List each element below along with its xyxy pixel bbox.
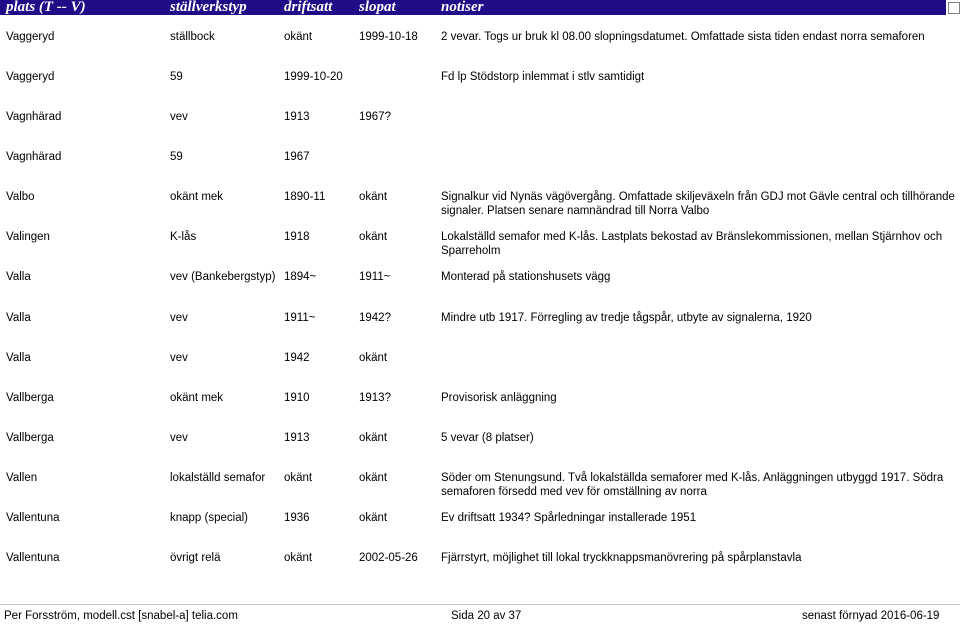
footer-author: Per Forsström, modell.cst [snabel-a] telia.com <box>4 610 238 622</box>
cell-typ: ställbock <box>170 31 215 43</box>
header-corner-box <box>948 2 960 14</box>
cell-typ: vev <box>170 312 188 324</box>
cell-slopat: 2002-05-26 <box>359 552 418 564</box>
header-plats: plats (T -- V) <box>6 0 86 15</box>
cell-driftsatt: okänt <box>284 472 313 484</box>
cell-plats: Valingen <box>6 231 50 243</box>
cell-plats: Valla <box>6 271 31 283</box>
cell-driftsatt: 1967 <box>284 151 310 163</box>
cell-typ: övrigt relä <box>170 552 221 564</box>
cell-notiser: 2 vevar. Togs ur bruk kl 08.00 slopningsdatumet. Omfattade sista tiden endast norra semaforen <box>441 31 925 43</box>
cell-plats: Vaggeryd <box>6 31 55 43</box>
cell-typ: lokalställd semafor <box>170 472 266 484</box>
cell-slopat: okänt <box>359 352 388 364</box>
header-stallverkstyp: ställverkstyp <box>170 0 247 15</box>
cell-slopat: 1999-10-18 <box>359 31 418 43</box>
cell-notiser: Provisorisk anläggning <box>441 392 557 404</box>
cell-notiser: Söder om Stenungsund. Två lokalställda semaforer med K-lås. Anläggningen utbyggd 1917. Södra semaforen försedd med vev för omställning av norra <box>441 472 944 498</box>
cell-notiser: Fd lp Stödstorp inlemmat i stlv samtidigt <box>441 71 645 83</box>
cell-driftsatt: okänt <box>284 552 313 564</box>
cell-notiser: Monterad på stationshusets vägg <box>441 271 611 283</box>
cell-driftsatt: 1936 <box>284 512 310 524</box>
cell-slopat: okänt <box>359 512 388 524</box>
cell-plats: Vallberga <box>6 392 54 404</box>
cell-slopat: 1967? <box>359 111 391 123</box>
cell-driftsatt: okänt <box>284 31 313 43</box>
cell-typ: 59 <box>170 151 183 163</box>
cell-plats: Valbo <box>6 191 35 203</box>
cell-notiser: Mindre utb 1917. Förregling av tredje tågspår, utbyte av signalerna, 1920 <box>441 312 812 324</box>
cell-typ: okänt mek <box>170 191 224 203</box>
footer-page-number: Sida 20 av 37 <box>451 610 522 622</box>
header-slopat: slopat <box>359 0 396 15</box>
cell-slopat: okänt <box>359 231 388 243</box>
cell-plats: Vagnhärad <box>6 151 62 163</box>
header-driftsatt: driftsatt <box>284 0 333 15</box>
cell-driftsatt: 1890-11 <box>284 191 326 203</box>
cell-driftsatt: 1913 <box>284 432 310 444</box>
cell-driftsatt: 1918 <box>284 231 310 243</box>
cell-typ: 59 <box>170 71 183 83</box>
cell-notiser: 5 vevar (8 platser) <box>441 432 534 444</box>
cell-slopat: okänt <box>359 191 388 203</box>
cell-notiser: Fjärrstyrt, möjlighet till lokal tryckknappsmanövrering på spårplanstavla <box>441 552 802 564</box>
cell-typ: vev (Bankebergstyp) <box>170 271 276 283</box>
cell-slopat: okänt <box>359 432 388 444</box>
footer-divider <box>0 604 960 605</box>
footer-updated: senast förnyad 2016-06-19 <box>802 610 940 622</box>
cell-driftsatt: 1894~ <box>284 271 317 283</box>
cell-notiser: Ev driftsatt 1934? Spårledningar installerade 1951 <box>441 512 697 524</box>
cell-plats: Vallentuna <box>6 552 60 564</box>
cell-driftsatt: 1999-10-20 <box>284 71 343 83</box>
cell-typ: knapp (special) <box>170 512 248 524</box>
cell-typ: okänt mek <box>170 392 224 404</box>
cell-driftsatt: 1911~ <box>284 312 316 324</box>
cell-plats: Vallentuna <box>6 512 60 524</box>
header-notiser: notiser <box>441 0 484 15</box>
cell-driftsatt: 1942 <box>284 352 310 364</box>
cell-slopat: okänt <box>359 472 388 484</box>
cell-driftsatt: 1913 <box>284 111 310 123</box>
cell-plats: Valla <box>6 312 31 324</box>
header-bar <box>0 0 946 15</box>
cell-notiser: Lokalställd semafor med K-lås. Lastplats bekostad av Bränslekommissionen, mellan Stjärnhov och Sparreholm <box>441 231 943 257</box>
cell-typ: K-lås <box>170 231 197 243</box>
cell-slopat: 1942? <box>359 312 391 324</box>
cell-driftsatt: 1910 <box>284 392 310 404</box>
cell-plats: Vallberga <box>6 432 54 444</box>
cell-notiser: Signalkur vid Nynäs vägövergång. Omfattade skiljeväxeln från GDJ mot Gävle central och tillhörande signaler. Platsen senare namnändrad till Norra Valbo <box>441 191 955 217</box>
cell-typ: vev <box>170 432 188 444</box>
cell-typ: vev <box>170 352 188 364</box>
cell-slopat: 1913? <box>359 392 391 404</box>
cell-plats: Vaggeryd <box>6 71 55 83</box>
cell-plats: Vagnhärad <box>6 111 62 123</box>
table-header <box>0 0 960 17</box>
cell-slopat: 1911~ <box>359 271 391 283</box>
cell-typ: vev <box>170 111 188 123</box>
cell-plats: Vallen <box>6 472 38 484</box>
cell-plats: Valla <box>6 352 31 364</box>
